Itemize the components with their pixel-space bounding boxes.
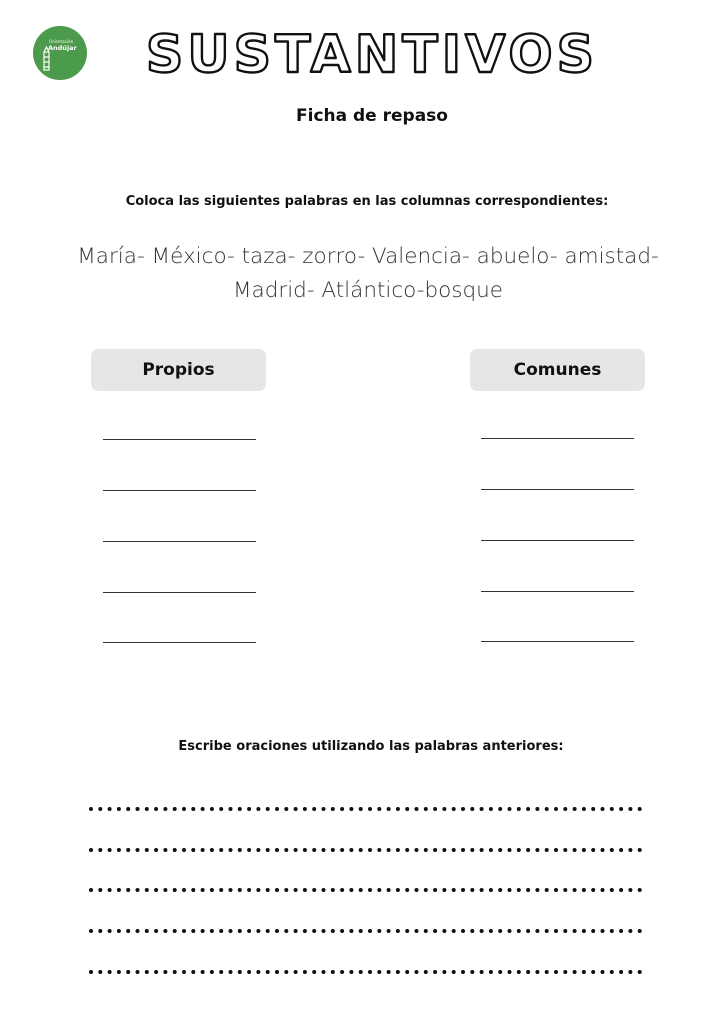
page-title: [0, 10, 724, 90]
column-header-comunes: Comunes: [470, 349, 645, 391]
answer-line-propios[interactable]: [103, 592, 256, 593]
answer-line-comunes[interactable]: [481, 489, 634, 490]
dotted-writing-line[interactable]: [88, 806, 644, 812]
dotted-writing-line[interactable]: [88, 928, 644, 934]
logo-top-text: Orientación: [49, 39, 74, 44]
title-text: SUSTANTIVOS: [145, 25, 599, 85]
dotted-writing-line[interactable]: [88, 847, 644, 853]
dotted-writing-line[interactable]: [88, 969, 644, 975]
word-list-line-2: Madrid- Atlántico-bosque: [233, 278, 503, 303]
instruction-classify: Coloca las siguientes palabras en las columnas correspondientes:: [125, 194, 609, 209]
answer-line-comunes[interactable]: [481, 591, 634, 592]
answer-line-comunes[interactable]: [481, 438, 634, 439]
subtitle: Ficha de repaso: [296, 106, 448, 126]
word-list: [70, 240, 666, 308]
answer-line-propios[interactable]: [103, 439, 256, 440]
column-header-propios: Propios: [91, 349, 266, 391]
instruction-sentences: Escribe oraciones utilizando las palabras anteriores:: [178, 739, 564, 754]
answer-line-comunes[interactable]: [481, 641, 634, 642]
answer-line-propios[interactable]: [103, 541, 256, 542]
answer-line-propios[interactable]: [103, 642, 256, 643]
answer-line-comunes[interactable]: [481, 540, 634, 541]
word-list-line-1: María- México- taza- zorro- Valencia- abuelo- amistad-: [77, 244, 659, 269]
answer-line-propios[interactable]: [103, 490, 256, 491]
dotted-writing-line[interactable]: [88, 887, 644, 893]
logo-main-text: Andújar: [48, 44, 77, 52]
